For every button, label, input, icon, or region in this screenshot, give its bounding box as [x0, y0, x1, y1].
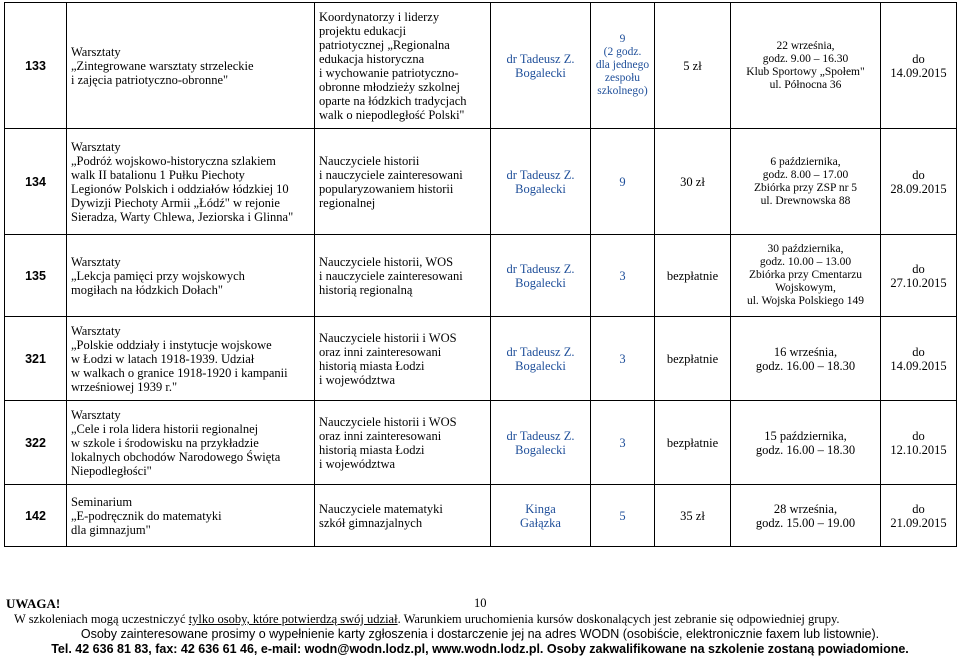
course-hours: 3 — [591, 401, 655, 485]
course-cost: 5 zł — [655, 3, 731, 129]
table-row — [5, 317, 957, 401]
table-row — [5, 485, 957, 547]
course-leader: dr Tadeusz Z. Bogalecki — [491, 3, 591, 129]
target-audience: Nauczyciele historii i WOS oraz inni zainteresowani historią miasta Łodzi i województwa — [315, 401, 491, 485]
registration-deadline: do 12.10.2015 — [881, 401, 957, 485]
table-row — [5, 401, 957, 485]
registration-deadline: do 28.09.2015 — [881, 129, 957, 235]
participation-note: W szkoleniach mogą uczestniczyć tylko osoby, które potwierdzą swój udział. Warunkiem uruchomienia kursów doskonalących jest zebranie się odpowiedniej grupy. — [14, 612, 840, 626]
course-leader: dr Tadeusz Z. Bogalecki — [491, 317, 591, 401]
course-date-location: 28 września, godz. 15.00 – 19.00 — [731, 485, 881, 547]
course-cost: bezpłatnie — [655, 235, 731, 317]
course-hours: 3 — [591, 317, 655, 401]
registration-deadline: do 27.10.2015 — [881, 235, 957, 317]
target-audience: Nauczyciele historii i WOS oraz inni zainteresowani historią miasta Łodzi i województwa — [315, 317, 491, 401]
registration-deadline: do 21.09.2015 — [881, 485, 957, 547]
application-instructions: Osoby zainteresowane prosimy o wypełnienie karty zgłoszenia i dostarczenie jej na adres WODN (osobiście, elektronicznie faxem lub listownie). — [80, 627, 880, 641]
course-title: Warsztaty „Lekcja pamięci przy wojskowych mogiłach na łódzkich Dołach" — [67, 235, 315, 317]
course-title: Warsztaty „Zintegrowane warsztaty strzeleckie i zajęcia patriotyczno-obronne" — [67, 3, 315, 129]
registration-deadline: do 14.09.2015 — [881, 317, 957, 401]
course-number: 321 — [5, 317, 67, 401]
page-number: 10 — [474, 596, 487, 610]
course-date-location: 6 października, godz. 8.00 – 17.00 Zbiórka przy ZSP nr 5 ul. Drewnowska 88 — [731, 129, 881, 235]
course-number: 322 — [5, 401, 67, 485]
course-date-location: 15 października, godz. 16.00 – 18.30 — [731, 401, 881, 485]
course-hours: 5 — [591, 485, 655, 547]
course-date-location: 16 września, godz. 16.00 – 18.30 — [731, 317, 881, 401]
training-schedule-table — [4, 2, 957, 547]
course-date-location: 30 października, godz. 10.00 – 13.00 Zbiórka przy Cmentarzu Wojskowym, ul. Wojska Polskiego 149 — [731, 235, 881, 317]
course-cost: 30 zł — [655, 129, 731, 235]
course-number: 135 — [5, 235, 67, 317]
footer-notice — [0, 596, 960, 657]
course-number: 142 — [5, 485, 67, 547]
target-audience: Koordynatorzy i liderzy projektu edukacji patriotycznej „Regionalna edukacja historyczna i wychowanie patriotyczno- obronne młodzieży szkolnej oparte na łódzkich tradycjach walk o niepodległość Polski'' — [315, 3, 491, 129]
course-title: Warsztaty „Polskie oddziały i instytucje wojskowe w Łodzi w latach 1918-1939. Udział w walkach o granice 1918-1920 i kampanii wrześniowej 1939 r." — [67, 317, 315, 401]
contact-info: Tel. 42 636 81 83, fax: 42 636 61 46, e-mail: wodn@wodn.lodz.pl, www.wodn.lodz.pl. Osoby zakwalifikowane na szkolenie zostaną powiadomione. — [51, 642, 909, 656]
course-leader: dr Tadeusz Z. Bogalecki — [491, 129, 591, 235]
course-hours: 9 (2 godz. dla jednego zespołu szkolnego) — [591, 3, 655, 129]
warning-label: UWAGA! — [6, 596, 61, 611]
target-audience: Nauczyciele matematyki szkół gimnazjalnych — [315, 485, 491, 547]
target-audience: Nauczyciele historii, WOS i nauczyciele zainteresowani historią regionalną — [315, 235, 491, 317]
registration-deadline: do 14.09.2015 — [881, 3, 957, 129]
table-row — [5, 129, 957, 235]
table-row — [5, 235, 957, 317]
course-cost: bezpłatnie — [655, 317, 731, 401]
course-cost: 35 zł — [655, 485, 731, 547]
course-hours: 9 — [591, 129, 655, 235]
confirmation-requirement: tylko osoby, które potwierdzą swój udział — [188, 612, 398, 626]
course-cost: bezpłatnie — [655, 401, 731, 485]
course-leader: dr Tadeusz Z. Bogalecki — [491, 235, 591, 317]
course-title: Warsztaty „Cele i rola lidera historii regionalnej w szkole i środowisku na przykładzie lokalnych obchodów Narodowego Święta Niepodległości" — [67, 401, 315, 485]
course-title: Warsztaty „Podróż wojskowo-historyczna szlakiem walk II batalionu 1 Pułku Piechoty Legionów Polskich i oddziałów łódzkiej 10 Dywizji Piechoty Armii „Łódź" w rejonie Sieradza, Warty Chlewa, Jeziorska i Glinna" — [67, 129, 315, 235]
course-number: 134 — [5, 129, 67, 235]
course-date-location: 22 września, godz. 9.00 – 16.30 Klub Sportowy „Społem" ul. Północna 36 — [731, 3, 881, 129]
course-leader: Kinga Gałązka — [491, 485, 591, 547]
target-audience: Nauczyciele historii i nauczyciele zainteresowani popularyzowaniem historii regionalnej — [315, 129, 491, 235]
course-leader: dr Tadeusz Z. Bogalecki — [491, 401, 591, 485]
course-title: Seminarium „E-podręcznik do matematyki dla gimnazjum" — [67, 485, 315, 547]
table-row — [5, 3, 957, 129]
course-number: 133 — [5, 3, 67, 129]
course-hours: 3 — [591, 235, 655, 317]
